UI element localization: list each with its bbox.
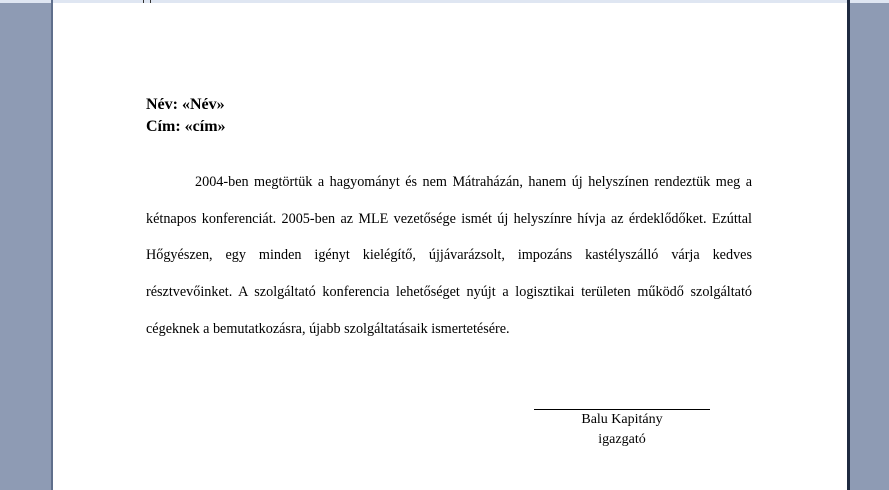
letter-body-paragraph[interactable]: 2004-ben megtörtük a hagyományt és nem Mátraházán, hanem új helyszínen rendeztük meg a kétnapos konferenciát. 2005-ben az MLE vezetősége ismét új helyszínre hívja az érdeklődőket. Ezúttal Hőgyészen, egy minden igényt kielégítő, újjávarázsolt, impozáns kastélyszálló várja kedves résztvevőinket. A szolgáltató konferencia lehetőséget nyújt a logisztikai területen működő szolgáltató cégeknek a bemutatkozásra, újabb szolgáltatásaik ismertetésére.: [146, 174, 752, 337]
signature-line: [534, 409, 710, 410]
page-edge-right: [847, 0, 850, 490]
signature-name[interactable]: Balu Kapitány: [581, 412, 663, 427]
signature-title[interactable]: igazgató: [598, 432, 646, 447]
address-merge-field[interactable]: Cím: «cím»: [146, 118, 226, 135]
name-merge-field[interactable]: Név: «Név»: [146, 96, 225, 113]
